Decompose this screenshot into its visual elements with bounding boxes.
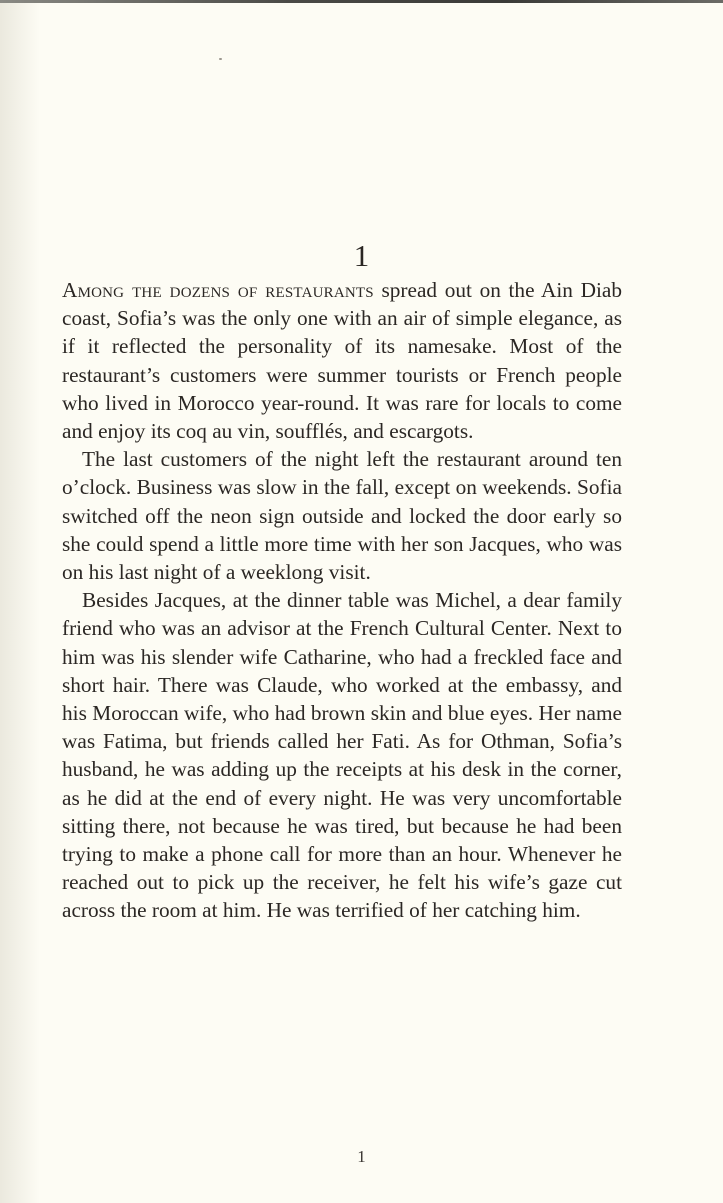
chapter-body [62,276,622,925]
paragraph-3: Besides Jacques, at the dinner table was Michel, a dear family friend who was an advisor at the French Cultural Center. Next to him was his slender wife Catharine, who had a freckled face and short hair. There was Claude, who worked at the embassy, and his Moroccan wife, who had brown skin and blue eyes. Her name was Fatima, but friends called her Fati. As for Othman, Sofia’s husband, he was adding up the receipts at his desk in the corner, as he did at the end of every night. He was very uncomfortable sitting there, not because he was tired, but because he had been trying to make a phone call for more than an hour. Whenever he reached out to pick up the receiver, he felt his wife’s gaze cut across the room at him. He was terrified of her catching him. [62,588,622,923]
paper-speck [219,58,222,60]
opening-smallcaps: Among the dozens of restaurants [62,278,374,302]
page-gutter-shadow [0,0,40,1203]
chapter-number: 1 [353,238,370,273]
page-number: 1 [357,1147,366,1166]
paragraph-1-text: spread out on the Ain Diab coast, Sofia’s was the only one with an air of simple elegance, as if it reflected the personality of its namesake. Most of the restaurant’s customers were summer tourists or French people who lived in Morocco year-round. It was rare for locals to come and enjoy its coq au vin, soufflés, and escargots. [62,278,622,444]
paragraph-2: The last customers of the night left the restaurant around ten o’clock. Business was slow in the fall, except on weekends. Sofia switched off the neon sign outside and locked the door early so she could spend a little more time with her son Jacques, who was on his last night of a weeklong visit. [62,447,622,585]
paragraph-1 [62,276,622,445]
page-top-edge [0,0,723,3]
